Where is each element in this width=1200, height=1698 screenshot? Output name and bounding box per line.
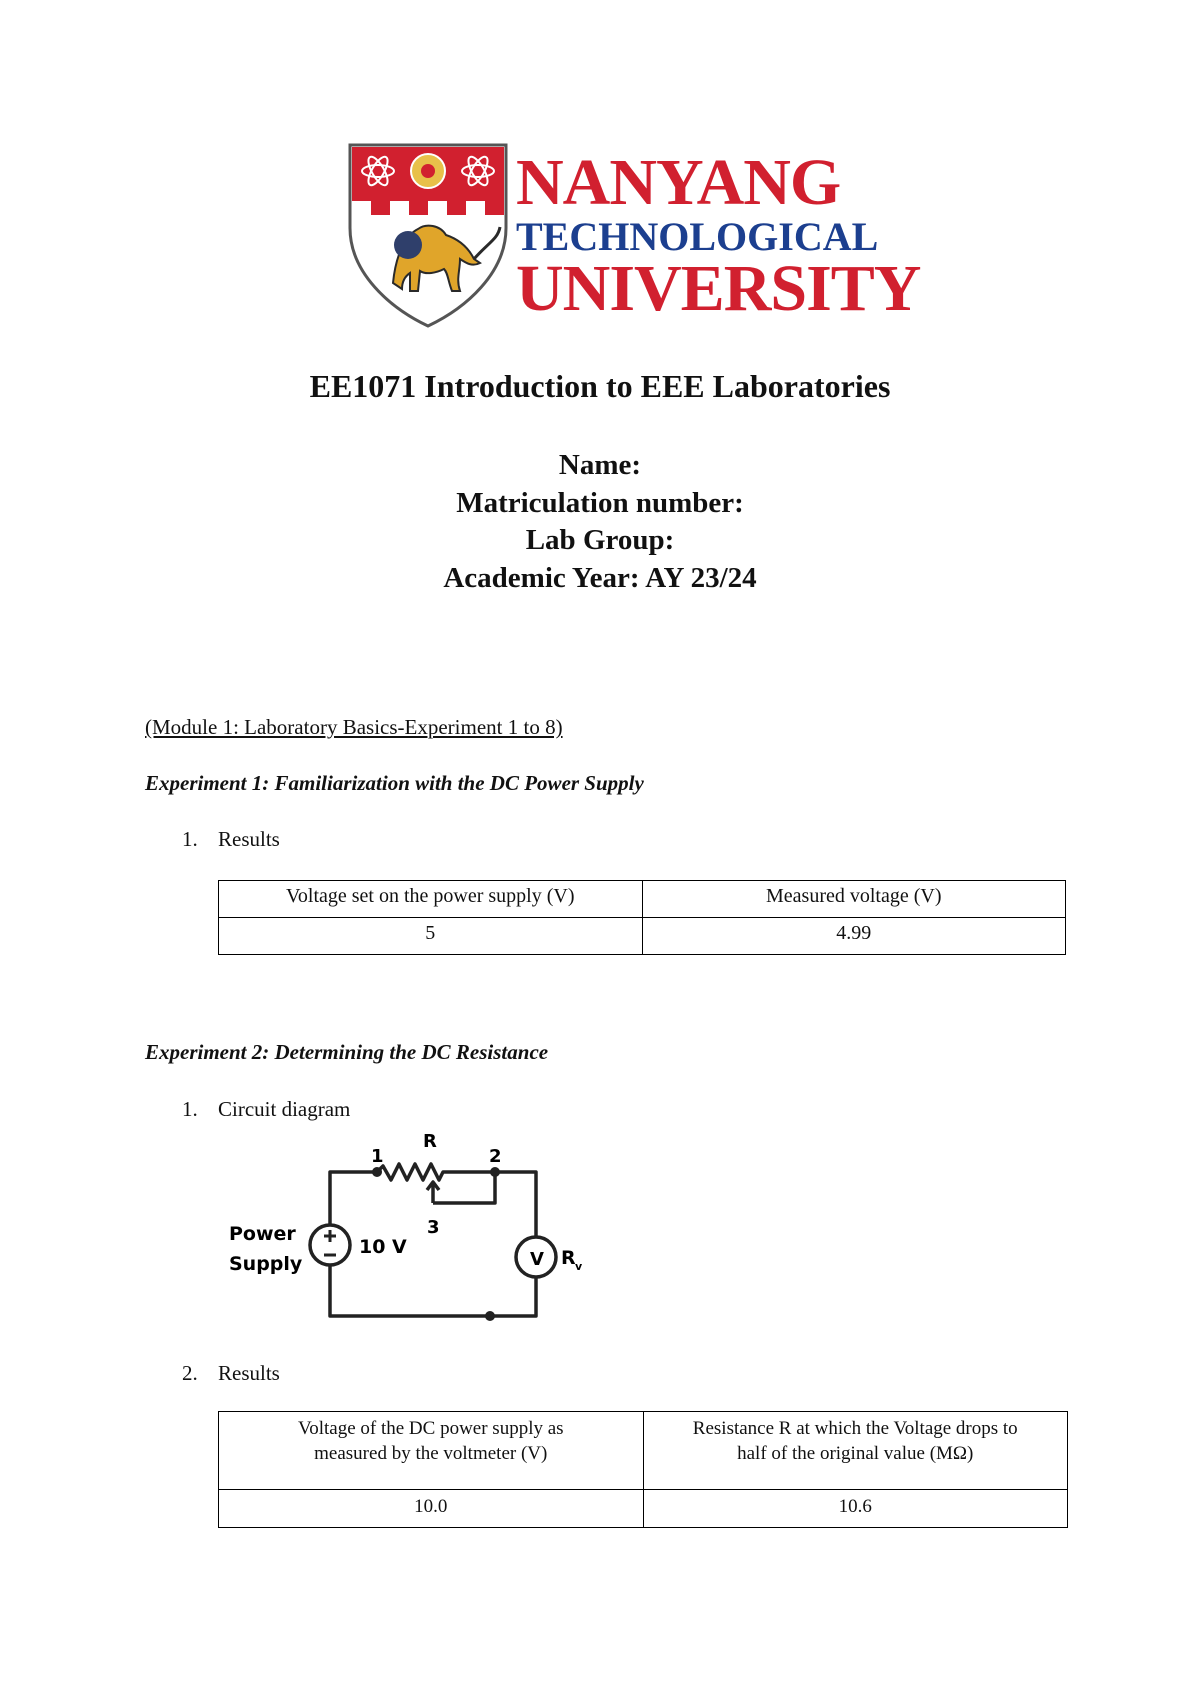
- table-header-line: measured by the voltmeter (V): [314, 1443, 548, 1464]
- table-cell: 10.0: [219, 1490, 644, 1528]
- document-title: EE1071 Introduction to EEE Laboratories: [309, 368, 891, 404]
- name-label: Name:: [558, 449, 642, 481]
- node-1-label: 1: [371, 1146, 384, 1167]
- logo-line-nanyang: NANYANG: [516, 146, 841, 219]
- table-row: [219, 918, 1066, 955]
- voltmeter-resistance-label: R: [561, 1247, 576, 1269]
- table-row: [219, 1490, 1068, 1528]
- table-header-cell: Measured voltage (V): [642, 881, 1066, 918]
- logo-line-university: UNIVERSITY: [516, 252, 921, 325]
- node-2-label: 2: [489, 1146, 502, 1167]
- resistor-zigzag: [377, 1164, 536, 1237]
- lab-group-label: Lab Group:: [525, 524, 675, 556]
- node-3-label: 3: [427, 1217, 440, 1238]
- wire-right-bottom: [330, 1265, 536, 1316]
- ntu-crest-lion-icon: [348, 143, 508, 328]
- experiment-2-results-table: [218, 1411, 1068, 1528]
- bottom-node-dot: [485, 1311, 495, 1321]
- experiment-2-heading: Experiment 2: Determining the DC Resistance: [145, 1040, 549, 1064]
- table-header-row: [219, 881, 1066, 918]
- table-cell: 4.99: [642, 918, 1066, 955]
- table-header-cell: [219, 1412, 644, 1490]
- ntu-logo: [348, 143, 921, 328]
- item-label: Results: [218, 1361, 280, 1385]
- logo-line-technological: TECHNOLOGICAL: [516, 214, 879, 259]
- wiper-arrow: [427, 1182, 439, 1203]
- academic-year-label: Academic Year: AY 23/24: [443, 561, 757, 594]
- table-header-line: half of the original value (MΩ): [737, 1443, 974, 1464]
- experiment-2-item-circuit: [182, 1097, 350, 1122]
- circuit-diagram: [225, 1124, 605, 1324]
- item-number: 2.: [182, 1361, 198, 1385]
- item-label: Circuit diagram: [218, 1097, 351, 1121]
- table-header-line: Voltage of the DC power supply as: [297, 1418, 564, 1439]
- source-label-power: Power: [229, 1223, 296, 1245]
- student-info-block: [0, 447, 1200, 597]
- experiment-1-results-table: [218, 880, 1066, 955]
- node-2-dot: [490, 1167, 500, 1177]
- item-number: 1.: [182, 827, 198, 851]
- matric-label: Matriculation number:: [456, 486, 744, 519]
- table-cell: 5: [219, 918, 643, 955]
- table-header-cell: [643, 1412, 1068, 1490]
- table-header-line: Resistance R at which the Voltage drops to: [692, 1418, 1018, 1439]
- source-value-label: 10 V: [359, 1236, 407, 1258]
- voltmeter-letter: V: [530, 1249, 544, 1270]
- item-number: 1.: [182, 1097, 198, 1121]
- resistor-label: R: [423, 1131, 437, 1152]
- table-header-row: [219, 1412, 1068, 1490]
- wire-top-left: [330, 1172, 377, 1225]
- table-header-cell: Voltage set on the power supply (V): [219, 881, 643, 918]
- source-label-supply: Supply: [229, 1253, 303, 1275]
- experiment-1-item-results: [182, 827, 280, 852]
- experiment-2-item-results: [182, 1361, 280, 1386]
- voltmeter-resistance-subscript: v: [575, 1260, 583, 1273]
- node-1-dot: [372, 1167, 382, 1177]
- module-heading: (Module 1: Laboratory Basics-Experiment 1 to 8): [145, 715, 563, 739]
- item-label: Results: [218, 827, 280, 851]
- experiment-1-heading: Experiment 1: Familiarization with the DC Power Supply: [145, 771, 644, 795]
- table-cell: 10.6: [643, 1490, 1068, 1528]
